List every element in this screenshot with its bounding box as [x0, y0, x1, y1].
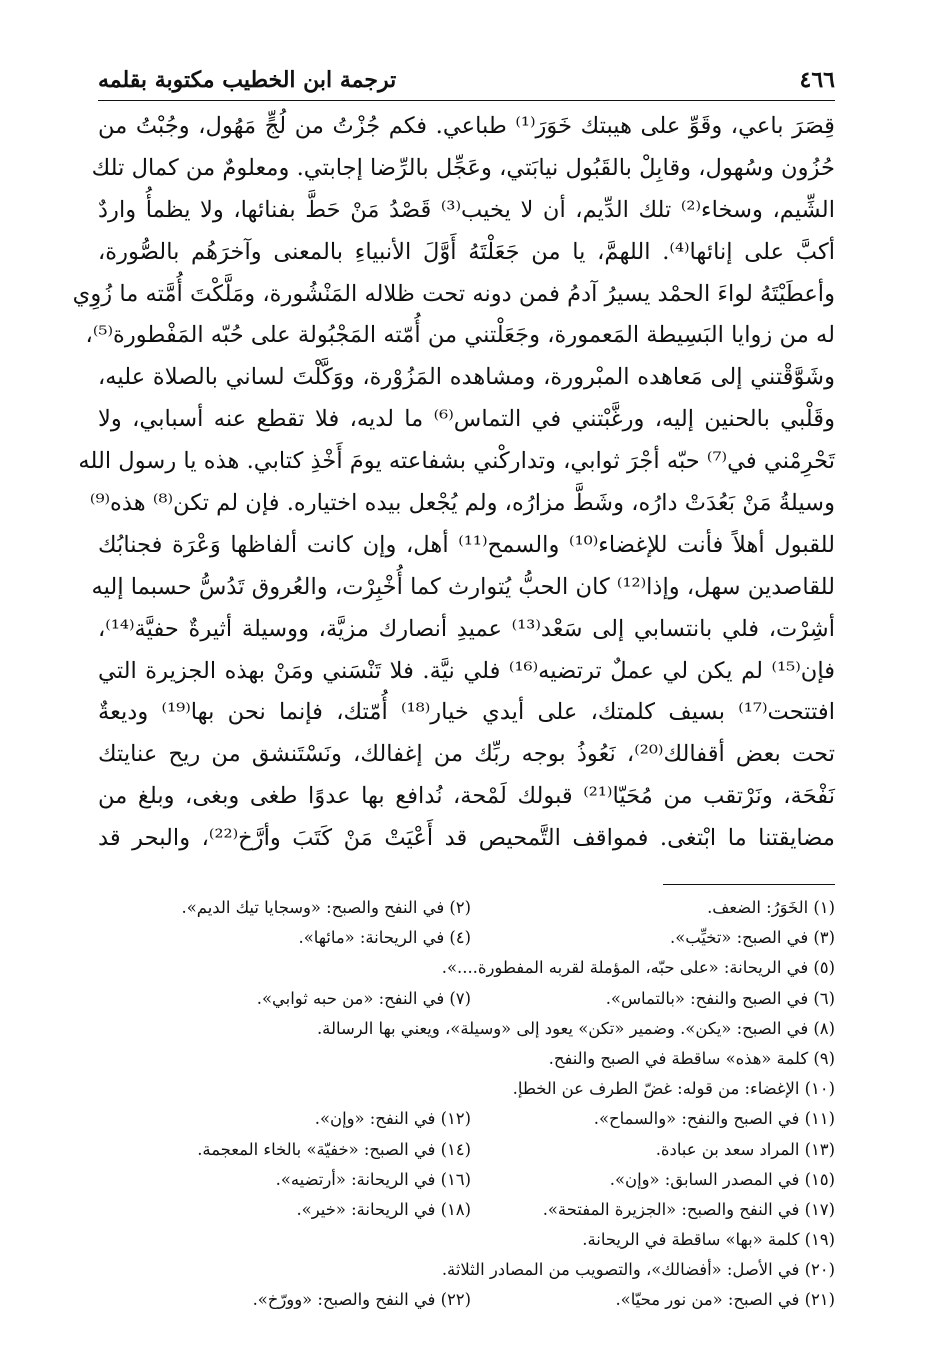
footnote-row: [98, 953, 835, 983]
footnote: (١٩) كلمة «بها» ساقطة في الريحانة.: [582, 1230, 835, 1250]
footnote-row: [98, 1165, 835, 1195]
footnote-row: [98, 1285, 835, 1315]
footnote: (٤) في الريحانة: «مائها».: [298, 928, 471, 948]
text-line: وأعطَيْتَهُ لواءَ الحمْد يسيرُ آدمُ فمن دونه تحت ظلاله المَنْشُورة، ومَلَّكْتَ أُمَّته ما زُوِي: [72, 280, 835, 307]
footnote: (١٥) في المصدر السابق: «وإن».: [609, 1169, 835, 1189]
footnote: (٩) كلمة «هذه» ساقطة في الصبح والنفح.: [548, 1048, 835, 1068]
footnote-row: [98, 1014, 835, 1044]
footnote-row: [98, 923, 835, 953]
footnote: (١٢) في النفح: «وإن».: [314, 1109, 471, 1129]
text-line: للقاصدين سهل، وإذا⁽¹²⁾ كان الحبُّ يُتوارث كما أُخْبِرْت، والعُروق تَدُسُّ حسبما إليه: [91, 573, 835, 600]
footnote-row: [98, 1195, 835, 1225]
text-line: تَحْرِمْني في⁽⁷⁾ حبّه أجْرَ ثوابي، وتداركْني بشفاعته يومَ أَخْذِ كتابي. هذه يا رسول الله: [78, 448, 835, 475]
footnote: (١٤) في الصبح: «خفيّة» بالخاء المعجمة.: [197, 1139, 471, 1159]
page-header: [98, 62, 835, 98]
footnote: (١٦) في الريحانة: «أرتضيه».: [275, 1169, 471, 1189]
footnote-row: [98, 984, 835, 1014]
footnote: (٣) في الصبح: «تخيِّب».: [670, 928, 835, 948]
text-line: وقَلْبي بالحنين إليه، ورغَّبْتني في التماس⁽⁶⁾ ما لديه، فلا تقطع عنه أسبابي، ولا: [98, 406, 835, 433]
footnote: (٧) في النفح: «من حبه ثوابي».: [256, 988, 471, 1008]
text-line: وشَوَّقْتني إلى مَعاهده المبْرورة، ومشاهده المَزُوْرة، ووَكَّلْتَ لساني بالصلاة عليه،: [98, 364, 835, 391]
footnote: (١) الخَوَرُ: الضعف.: [707, 898, 835, 917]
footnote: (٢٢) في النفح والصبح: «وورّخ».: [252, 1290, 471, 1310]
footnote-row: [98, 1255, 835, 1285]
footnote: (٢٠) في الأصل: «أفضالك»، والتصويب من المصادر الثلاثة.: [441, 1260, 835, 1280]
text-line: له من زوايا البَسِيطة المَعمورة، وجَعَلْتني من أُمّته المَجْبُولة على حُبّه المَفْطورة⁽⁵⁾،: [85, 322, 835, 349]
footnote-row: [98, 1225, 835, 1255]
text-line: افتتحت⁽¹⁷⁾ بسيف كلمتك، على أيدي خيار⁽¹⁸⁾ أُمّتك، فإنما نحن بها⁽¹⁹⁾ وديعةٌ: [98, 699, 835, 726]
footnote: (١٠) الإغضاء: من قوله: غضّ الطرف عن الخطإ.: [512, 1079, 835, 1099]
main-text: [72, 106, 836, 860]
footnote: (١١) في الصبح والنفح: «والسماح».: [593, 1109, 835, 1129]
header-rule: [98, 100, 835, 101]
footnote: (٢) في النفح والصبح: «وسجايا تيك الديم».: [181, 898, 471, 917]
text-line: فإن⁽¹⁵⁾ لم يكن لي عملٌ ترتضيه⁽¹⁶⁾ فلي نيَّة. فلا تَنْسَني ومَنْ بهذه الجزيرة التي: [98, 657, 836, 684]
footnote: (٦) في الصبح والنفح: «بالتماس».: [605, 988, 835, 1008]
page-number: ٤٦٦: [799, 67, 835, 93]
footnote: (١٨) في الريحانة: «خير».: [296, 1199, 471, 1219]
text-line: وسيلةُ مَنْ بَعُدَتْ دارُه، وشَطَّ مزارُه، ولم يُجْعل بيده اختياره. فإن لم تكن⁽⁸⁾ هذه⁽⁹⁾: [89, 490, 835, 517]
text-line: أشِرْت، فلي بانتسابي إلى سَعْد⁽¹³⁾ عميدِ أنصارك مزيَّة، ووسيلة أثيرةٌ حفيَّة⁽¹⁴⁾،: [98, 615, 835, 642]
footnote: (٨) في الصبح: «يكن». وضمير «تكن» يعود إلى «وسيلة»، ويعني بها الرسالة.: [316, 1018, 835, 1038]
footnote-row: [98, 893, 835, 923]
text-line: الشِّيم، وسخاء⁽²⁾ تلك الدِّيم، أن لا يخيب⁽³⁾ قَصْدُ مَنْ حَطَّ بفنائها، ولا يظمأُ واردٌ: [98, 196, 835, 223]
footnote-separator: [663, 884, 835, 885]
footnote: (٥) في الريحانة: «على حبّه، المؤملة لقربه المفطورة....».: [441, 958, 835, 978]
footnote-row: [98, 1104, 835, 1134]
text-line: حُزُون وسُهول، وقابِلْ بالقَبُول نيابَتي، وعَجِّل بالرِّضا إجابتي. ومعلومٌ من كمال تلك: [91, 154, 835, 181]
text-line: أكبَّ على إنائها⁽⁴⁾. اللهمَّ، يا من جَعَلْتَهُ أَوَّلَ الأنبياءِ بالمعنى وآخرَهُم بالصُّورة،: [98, 238, 835, 265]
footnote-row: [98, 1135, 835, 1165]
text-line: للقبول أهلاً فأنت للإغضاء⁽¹⁰⁾ والسمح⁽¹¹⁾ أهل، وإن كانت ألفاظها وَعْرَة فجنابُك: [98, 531, 835, 558]
text-line: نَفْحَة، ونَرْتقب من مُحَيّا⁽²¹⁾ قبولك لَمْحة، نُدافع بها عدوًا طغى وبغى، وبلغ من: [98, 783, 835, 810]
text-line: تحت بعض أقفالك⁽²⁰⁾، نَعُوذُ بوجه ربِّك من إغفالك، ونَسْتَنشق من ريح عنايتك: [98, 741, 836, 768]
footnote: (١٧) في النفح والصبح: «الجزيرة المفتحة».: [542, 1199, 835, 1219]
footnote: (٢١) في الصبح: «من نور محيّا».: [615, 1290, 835, 1310]
text-line: قِصَرَ باعي، وقَوِّ على هيبتك خَوَرَ⁽¹⁾ طباعي. فكم جُزْتُ من لُجٍّ مَهُول، وجُبْتُ من: [98, 113, 835, 139]
footnote: (١٣) المراد سعد بن عبادة.: [655, 1139, 835, 1159]
footnotes: [98, 893, 835, 1316]
footnote-row: [98, 1074, 835, 1104]
running-title: ترجمة ابن الخطيب مكتوبة بقلمه: [98, 67, 397, 93]
text-line: مضايقتنا ما ابْتغى. فمواقف التَّمحيص قد أَعْيَتْ مَنْ كَتَبَ وأرَّخ⁽²²⁾، والبحر قد: [98, 825, 836, 852]
footnote-row: [98, 1044, 835, 1074]
